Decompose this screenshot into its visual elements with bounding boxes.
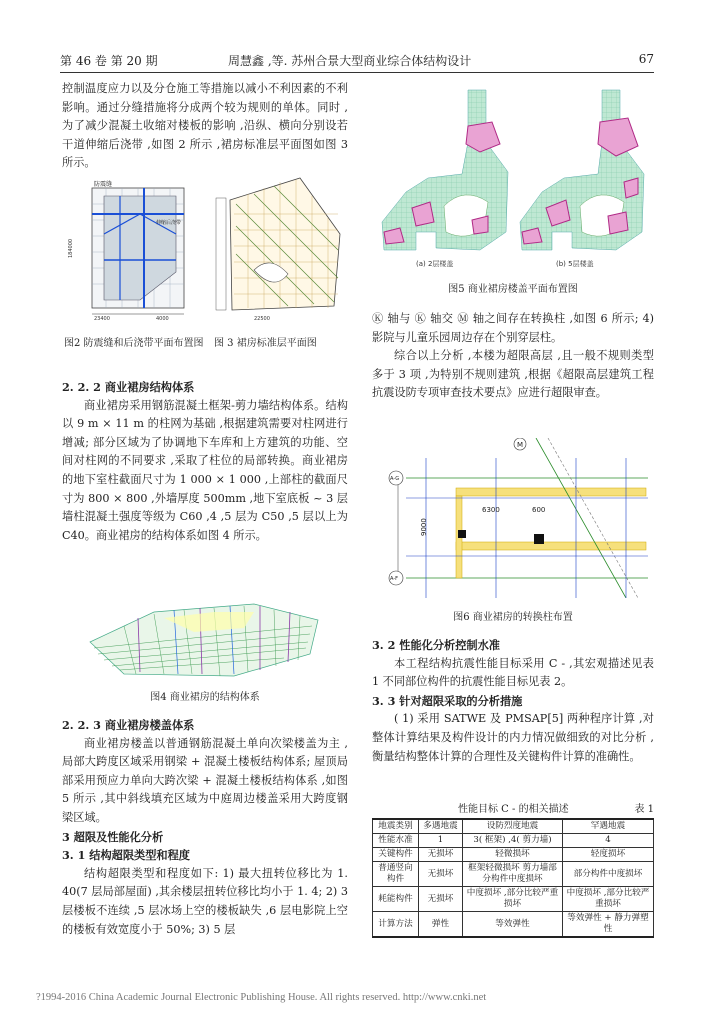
header-rule: [60, 72, 654, 73]
svg-text:6300: 6300: [482, 506, 500, 514]
table-row: 关键构件 无损坏 轻微损坏 轻度损坏: [373, 848, 654, 862]
table-row: 普通竖向构件 无损坏 框架轻微损坏 剪力墙部分构件中度损坏 部分构件中度损坏: [373, 862, 654, 887]
svg-text:伸缩后浇带: 伸缩后浇带: [156, 220, 182, 226]
svg-text:9000: 9000: [420, 518, 428, 536]
figure-4-caption: 图4 商业裙房的结构体系: [150, 692, 260, 703]
figure-2-drawing: [64, 174, 192, 322]
table-row: 性能水准 1 3( 框架) ,4( 剪力墙) 4: [373, 834, 654, 848]
left-section-223: 2. 2. 3 商业裙房楼盖体系 商业裙房楼盖以普通钢筋混凝土单向次梁楼盖为主 ,局部大跨度区域采用钢梁 + 混凝土楼板结构体系; 屋顶局部采用预应力单向大跨次梁 + 混凝土楼板结构体系 ,如图 5 所示 ,其中斜线填充区域为中庭周边楼盖采用大跨度钢梁区域。 3 超限及性能化分析 3. 1 结构超限类型和程度 结构超限类型和程度如下: 1) 最大扭转位移比为 1. 40(7 层局部屋面) ,其余楼层扭转位移比均小于 1. 4; 2) 3 层楼板不连续 ,5 层冰场上空的楼板缺失 ,6 层电影院上空的楼板有效宽度小于 50%; 3) 5 层: [62, 718, 348, 936]
figure-6-drawing: [386, 438, 652, 598]
table-header-row: 地震类别 多遇地震 设防烈度地震 罕遇地震: [373, 819, 654, 834]
journal-issue: 第 46 卷 第 20 期: [60, 54, 158, 68]
svg-text:4000: 4000: [156, 316, 169, 322]
figure-2: [64, 174, 192, 322]
figure-5-caption: 图5 商业裙房楼盖平面布置图: [448, 284, 578, 295]
right-para-1: Ⓚ 轴与 Ⓚ 轴交 Ⓜ 轴之间存在转换柱 ,如图 6 所示; 4) 影院与儿童乐园周边存在个别穿层柱。 综合以上分析 ,本楼为超限高层 ,且一般不规则类型多于 3 项 ,为特别不规则建筑 ,根据《超限高层建筑工程抗震设防专项审查技术要点》应进行超限审查。: [372, 312, 654, 400]
svg-text:(a) 2层楼盖: (a) 2层楼盖: [416, 260, 454, 268]
left-section-222: 2. 2. 2 商业裙房结构体系 商业裙房采用钢筋混凝土框架-剪力墙结构体系。结构以 9 m × 11 m 的柱网为基础 ,根据建筑需要对柱网进行增减; 部分区域为了协调地下车库和上方建筑的功能、空间对柱网的不同要求 ,采取了柱位的局部转换。商业裙房的地下室柱截面尺寸为 1 000 × 1 000 ,上部柱的截面尺寸为 800 × 800 ,外墙厚度 500mm ,地下室底板 ~ 3 层墙柱混凝土强度等级为 C60 ,4 ,5 层为 C50 ,5 层以上为 C40。商业裙房的结构体系如图 4 所示。: [62, 380, 348, 542]
figure-6-caption: 图6 商业裙房的转换柱布置: [453, 612, 573, 623]
svg-text:M: M: [517, 441, 524, 449]
running-title: 周慧鑫 ,等. 苏州合景大型商业综合体结构设计: [228, 54, 472, 68]
svg-text:600: 600: [532, 506, 546, 514]
svg-text:A-F: A-F: [390, 576, 398, 582]
figure-4-drawing: [84, 582, 324, 682]
svg-text:23400: 23400: [94, 316, 110, 322]
svg-text:A-G: A-G: [390, 476, 400, 482]
copyright-footer: ?1994-2016 China Academic Journal Electronic Publishing House. All rights reserved. http://www.cnki.net: [36, 992, 487, 1003]
figure-2-caption: 图2 防震缝和后浇带平面布置图: [64, 338, 204, 349]
figure-3: [214, 174, 346, 322]
svg-text:184000: 184000: [68, 238, 74, 258]
figure-4: [84, 582, 324, 682]
figure-5: [376, 82, 652, 272]
figure-6: [386, 438, 652, 598]
figure-3-caption: 图 3 裙房标准层平面图: [214, 338, 317, 349]
left-para-1: 控制温度应力以及分仓施工等措施以减小不利因素的不利影响。通过分缝措施将分成两个较为规则的单体。同时 ,为了减少混凝土收缩对楼板的影响 ,沿纵、横向分别设若干道伸缩后浇带 ,如图 2 所示 ,裙房标准层平面图如图 3 所示。: [62, 82, 348, 170]
figure-3-drawing: [214, 174, 346, 322]
svg-text:(b) 5层楼盖: (b) 5层楼盖: [556, 260, 594, 268]
table-row: 计算方法 弹性 等效弹性 等效弹性 + 静力弹塑性: [373, 912, 654, 938]
figure-5-drawing: [376, 82, 652, 272]
table-1: [372, 818, 654, 938]
page-number: 67: [638, 52, 654, 66]
right-section-32: 3. 2 性能化分析控制水准 本工程结构抗震性能目标采用 C - ,其宏观描述见表 1 不同部位构件的抗震性能目标见表 2。 3. 3 针对超限采取的分析措施 ( 1) 采用 SATWE 及 PMSAP[5] 两种程序计算 ,对整体计算结果及构件设计的内力情况做细致的对比分析 ,衡量结构整体计算的合理性及关键构件计算的准确性。: [372, 638, 654, 763]
page-header: [60, 52, 654, 72]
table-row: 耗能构件 无损坏 中度损坏 ,部分比较严重损坏 中度损坏 ,部分比较严重损坏: [373, 887, 654, 912]
svg-text:防震缝: 防震缝: [94, 181, 113, 188]
svg-text:22500: 22500: [254, 316, 270, 322]
